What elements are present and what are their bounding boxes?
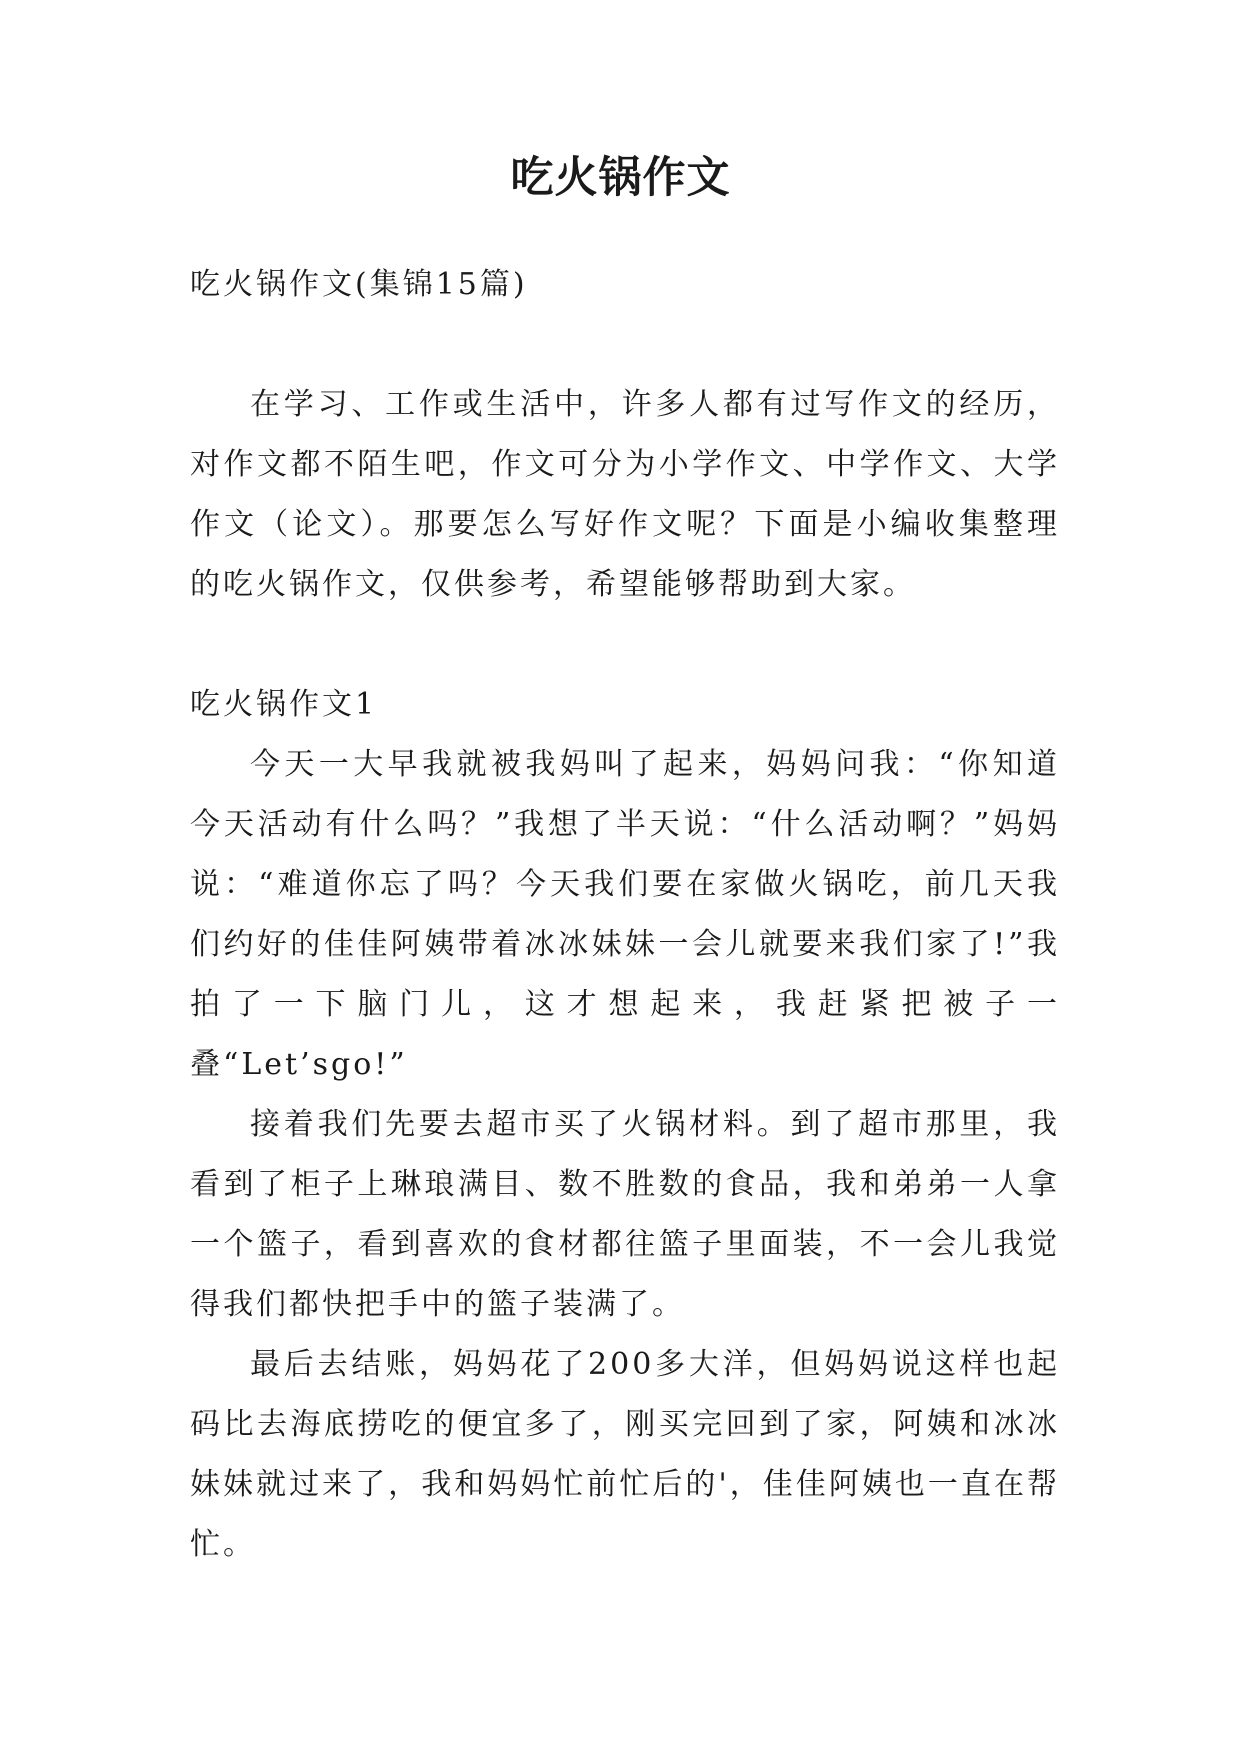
document-subtitle: 吃火锅作文(集锦15篇) (190, 267, 528, 302)
document-title: 吃火锅作文 (510, 153, 731, 203)
section-heading: 吃火锅作文1 (190, 687, 378, 722)
body-paragraph-1: 今天一大早我就被我妈叫了起来，妈妈问我：“你知道今天活动有什么吗？”我想了半天说：“什么活动啊？”妈妈说：“难道你忘了吗？今天我们要在家做火锅吃，前几天我们约好的佳佳阿姨带着冰冰妹妹一会儿就要来我们家了!”我拍了一下脑门儿，这才想起来，我赶紧把被子一叠“Let’sgo!” (190, 747, 1060, 1082)
body-paragraph-2: 接着我们先要去超市买了火锅材料。到了超市那里，我看到了柜子上琳琅满目、数不胜数的食品，我和弟弟一人拿一个篮子，看到喜欢的食材都往篮子里面装，不一会儿我觉得我们都快把手中的篮子装满了。 (190, 1107, 1060, 1322)
document-body (190, 255, 1060, 1575)
body-paragraph-3: 最后去结账，妈妈花了200多大洋，但妈妈说这样也起码比去海底捞吃的便宜多了，刚买完回到了家，阿姨和冰冰妹妹就过来了，我和妈妈忙前忙后的'，佳佳阿姨也一直在帮忙。 (190, 1347, 1060, 1562)
intro-paragraph: 在学习、工作或生活中，许多人都有过写作文的经历，对作文都不陌生吧，作文可分为小学作文、中学作文、大学作文（论文）。那要怎么写好作文呢？下面是小编收集整理的吃火锅作文，仅供参考，希望能够帮助到大家。 (190, 387, 1060, 602)
